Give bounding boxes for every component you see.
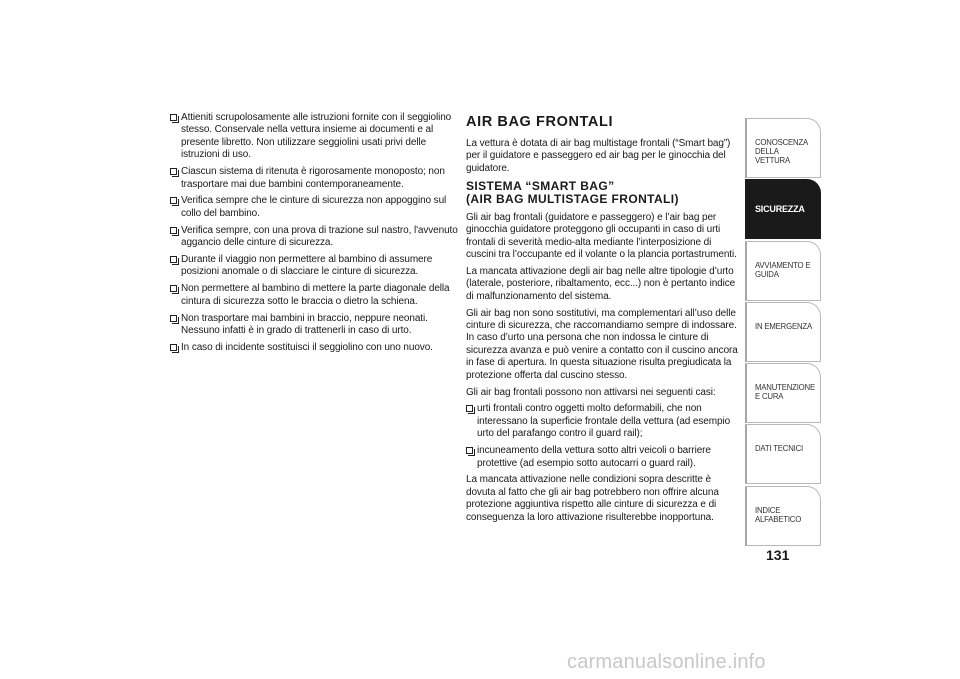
page-number: 131 — [766, 547, 790, 563]
checkbox-bullet-icon — [170, 256, 177, 263]
paragraph: La mancata attivazione nelle condizioni sopra descritte è dovuta al fatto che gli air bag potrebbero non offrire alcuna protezione aggiuntiva rispetto alle cinture di sicurezza e di conseguenza la loro attivazione risulterebbe inopportuna. — [466, 474, 719, 523]
list-item: Non trasportare mai bambini in braccio, neppure neonati. Nessuno infatti è in grado di trattenerli in caso di urto. — [170, 313, 460, 338]
checkbox-bullet-icon — [170, 197, 177, 204]
paragraph: Gli air bag non sono sostitutivi, ma complementari all’uso delle cinture di sicurezza, che raccomandiamo sempre di indossare. In caso d’urto una persona che non indossa le cinture di sicurezza avanza e può venire a contatto con il cuscino ancora in fase di apertura. In questa situazione risulta pregiudicata la protezione offerta dal cuscino stesso. — [466, 307, 738, 381]
checkbox-bullet-icon — [466, 405, 473, 412]
checkbox-bullet-icon — [170, 227, 177, 234]
intro-paragraph: La vettura è dotata di air bag multistage frontali (“Smart bag”) per il guidatore e passeggero ed air bag per le ginocchia del guidatore. — [466, 138, 731, 174]
tab-indice-alfabetico[interactable]: INDICE ALFABETICO — [745, 486, 821, 546]
list-item: In caso di incidente sostituisci il seggiolino con uno nuovo. — [170, 342, 460, 354]
checkbox-bullet-icon — [466, 447, 473, 454]
section-heading: AIR BAG FRONTALI — [466, 114, 614, 130]
watermark: carmanualsonline.info — [567, 651, 766, 673]
list-item: Non permettere al bambino di mettere la parte diagonale della cintura di sicurezza sotto le braccia o dietro la schiena. — [170, 283, 460, 308]
right-column — [466, 112, 742, 529]
list-item: Verifica sempre che le cinture di sicurezza non appoggino sul collo del bambino. — [170, 195, 460, 220]
paragraph: Gli air bag frontali (guidatore e passeggero) e l’air bag per ginocchia guidatore proteggono gli occupanti in caso di urti frontali di severità medio-alta mediante l’interposizione di cuscini tra l’occupante ed il volante o la plancia portastrumenti. — [466, 211, 737, 260]
checkbox-bullet-icon — [170, 344, 177, 351]
tab-conoscenza-della-vettura[interactable]: CONOSCENZA DELLA VETTURA — [745, 118, 821, 178]
checkbox-bullet-icon — [170, 168, 177, 175]
checkbox-bullet-icon — [170, 315, 177, 322]
tab-dati-tecnici[interactable]: DATI TECNICI — [745, 424, 821, 484]
tab-avviamento-e-guida[interactable]: AVVIAMENTO E GUIDA — [745, 241, 821, 301]
checkbox-bullet-icon — [170, 285, 177, 292]
list-item: Verifica sempre, con una prova di trazione sul nastro, l'avvenuto aggancio delle cinture di sicurezza. — [170, 225, 460, 250]
tab-in-emergenza[interactable]: IN EMERGENZA — [745, 302, 821, 362]
list-item: Ciascun sistema di ritenuta è rigorosamente monoposto; non trasportare mai due bambini contemporaneamente. — [170, 166, 460, 191]
list-item: Durante il viaggio non permettere al bambino di assumere posizioni anomale o di slacciare le cinture di sicurezza. — [170, 254, 460, 279]
tab-sicurezza[interactable]: SICUREZZA — [745, 179, 821, 239]
left-column — [170, 112, 460, 359]
paragraph: La mancata attivazione degli air bag nelle altre tipologie d’urto (laterale, posteriore, ribaltamento, ecc...) non è pertanto indice di malfunzionamento del sistema. — [466, 265, 736, 302]
list-item: Attieniti scrupolosamente alle istruzioni fornite con il seggiolino stesso. Conservale nella vettura insieme ai documenti e al presente libretto. Non utilizzare seggiolini usati privi delle istruzioni di uso. — [170, 112, 460, 162]
checkbox-bullet-icon — [170, 114, 177, 121]
paragraph: Gli air bag frontali possono non attivarsi nei seguenti casi: — [466, 386, 716, 398]
chapter-tabs — [745, 118, 821, 547]
list-item: urti frontali contro oggetti molto deformabili, che non interessano la superficie frontale della vettura (ad esempio urto del parafango contro il guard rail); — [466, 403, 742, 440]
subsection-heading: SISTEMA “SMART BAG” (AIR BAG MULTISTAGE FRONTALI) — [466, 178, 679, 206]
list-item: incuneamento della vettura sotto altri veicoli o barriere protettive (ad esempio sotto autocarri o guard rail). — [466, 445, 742, 470]
tab-manutenzione-e-cura[interactable]: MANUTENZIONE E CURA — [745, 363, 821, 423]
